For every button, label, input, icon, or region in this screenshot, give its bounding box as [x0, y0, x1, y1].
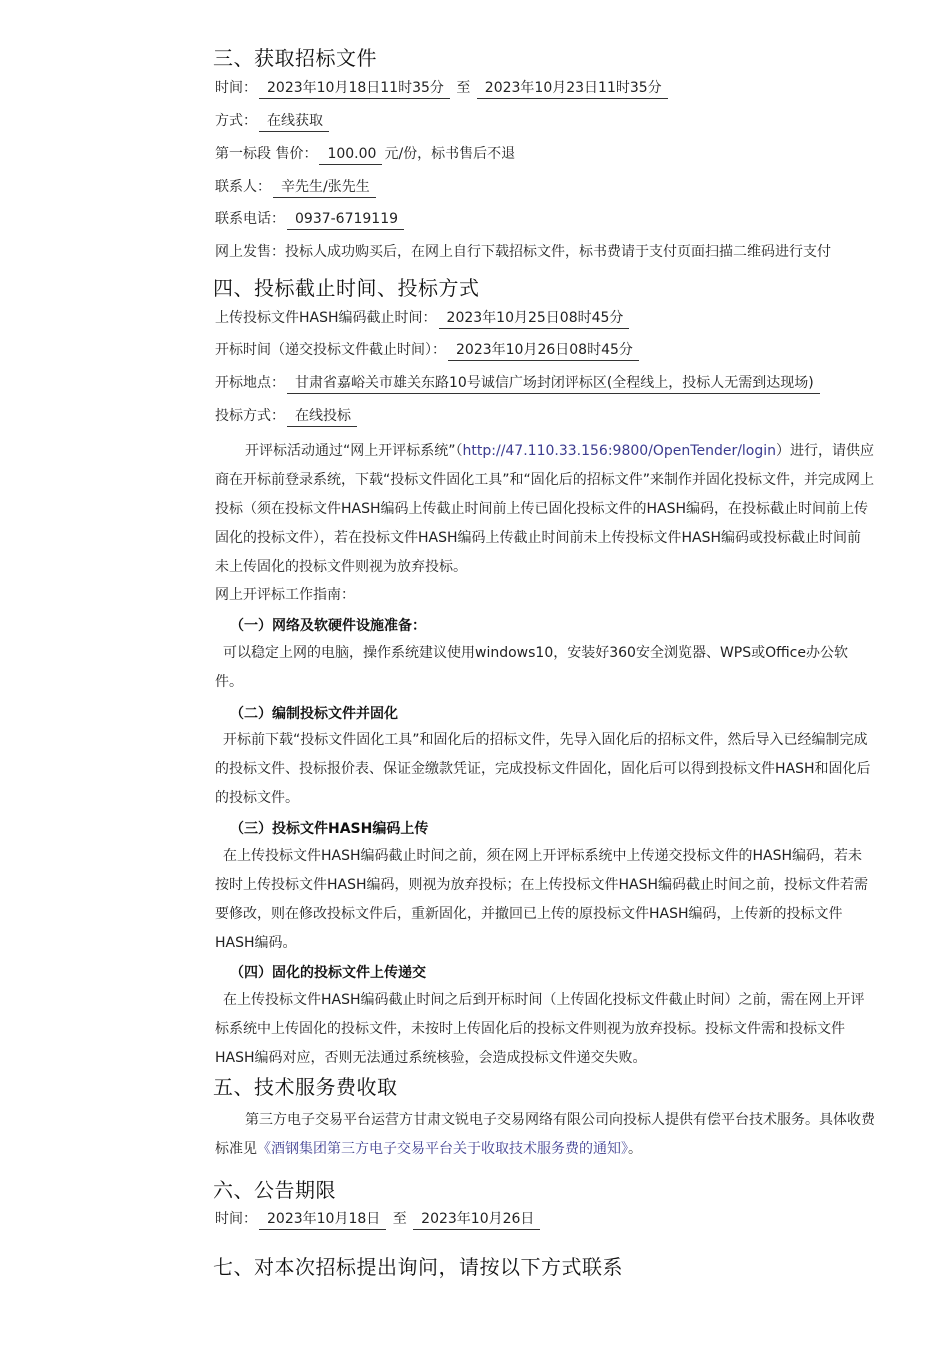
hash-deadline-value: 2023年10月25日08时45分	[439, 308, 630, 329]
guide-label: 网上开评标工作指南：	[215, 587, 355, 603]
contact-label: 联系人：	[215, 179, 271, 195]
price-label: 第一标段 售价：	[215, 146, 318, 162]
acquire-method-label: 方式：	[215, 113, 257, 129]
phone-label: 联系电话：	[215, 211, 285, 227]
bid-way-value: 在线投标	[287, 406, 357, 427]
price-row	[215, 144, 515, 165]
acquire-time-to: 至	[456, 80, 471, 96]
phone-row	[215, 209, 406, 230]
open-time-value: 2023年10月26日08时45分	[448, 340, 639, 361]
open-time-label: 开标时间（递交投标文件截止时间）：	[215, 342, 446, 358]
section-title-7: 七、对本次招标提出询问，请按以下方式联系	[213, 1255, 623, 1279]
acquire-method-value: 在线获取	[259, 111, 329, 132]
notice-period-start: 2023年10月18日	[259, 1209, 386, 1230]
notice-period-row	[215, 1209, 542, 1230]
guide-step-2-title: （二）编制投标文件并固化	[230, 706, 398, 722]
guide-step-4-title: （四）固化的投标文件上传递交	[230, 965, 426, 981]
guide-step-2-body: 开标前下载“投标文件固化工具”和固化后的招标文件，先导入固化后的招标文件，然后导入已经编制完成的投标文件、投标报价表、保证金缴款凭证，完成投标文件固化，固化后可以得到投标文件HASH和固化后的投标文件。	[215, 732, 871, 806]
acquire-time-end: 2023年10月23日11时35分	[477, 78, 668, 99]
acquire-time-start: 2023年10月18日11时35分	[259, 78, 450, 99]
section-title-5: 五、技术服务费收取	[213, 1075, 398, 1099]
hash-deadline-label: 上传投标文件HASH编码截止时间：	[215, 310, 437, 326]
guide-step-3-body: 在上传投标文件HASH编码截止时间之前，须在网上开评标系统中上传递交投标文件的HASH编码，若未按时上传投标文件HASH编码，则视为放弃投标；在上传投标文件HASH编码截止时间之前，投标文件若需要修改，则在修改投标文件后，重新固化，并撤回已上传的原投标文件HASH编码，上传新的投标文件HASH编码。	[215, 848, 869, 951]
system-link[interactable]: http://47.110.33.156:9800/OpenTender/login	[462, 443, 777, 459]
guide-step-1-title: （一）网络及软硬件设施准备：	[230, 618, 426, 634]
contact-row	[215, 177, 378, 198]
service-fee-notice-link[interactable]: 《酒钢集团第三方电子交易平台关于收取技术服务费的通知》	[257, 1141, 628, 1157]
section-title-4: 四、投标截止时间、投标方式	[213, 276, 480, 300]
service-fee-text-b: 。	[628, 1141, 642, 1157]
price-value: 100.00	[319, 144, 382, 165]
online-sale-text: 网上发售：投标人成功购买后，在网上自行下载招标文件，标书费请于支付页面扫描二维码进行支付	[215, 244, 831, 260]
open-bid-intro-b: ）进行，请供应商在开标前登录系统，下载“投标文件固化工具”和“固化后的招标文件”来制作并固化投标文件，并完成网上投标（须在投标文件HASH编码上传截止时间前上传已固化投标文件的HASH编码，在投标截止时间前上传固化的投标文件），若在投标文件HASH编码上传截止时间前未上传投标文件HASH编码或投标截止时间前未上传固化的投标文件则视为放弃投标。	[215, 443, 875, 575]
bid-way-label: 投标方式：	[215, 408, 285, 424]
notice-period-end: 2023年10月26日	[413, 1209, 540, 1230]
open-place-label: 开标地点：	[215, 375, 285, 391]
open-time-row	[215, 340, 641, 361]
guide-step-1-body: 可以稳定上网的电脑，操作系统建议使用windows10，安装好360安全浏览器、WPS或Office办公软件。	[215, 645, 848, 690]
open-bid-intro	[215, 437, 875, 582]
open-bid-intro-a: 开评标活动通过“网上开评标系统”（	[245, 443, 463, 459]
phone-value: 0937-6719119	[287, 209, 404, 230]
contact-value: 辛先生/张先生	[273, 177, 376, 198]
section-title-6: 六、公告期限	[213, 1178, 336, 1202]
service-fee-text	[215, 1106, 875, 1164]
bid-way-row	[215, 406, 359, 427]
acquire-time-label: 时间：	[215, 80, 257, 96]
notice-period-to: 至	[392, 1211, 407, 1227]
service-fee-text-a: 第三方电子交易平台运营方甘肃文锐电子交易网络有限公司向投标人提供有偿平台技术服务。具体收费标准见	[215, 1112, 875, 1157]
acquire-method-row	[215, 111, 331, 132]
open-place-value: 甘肃省嘉峪关市雄关东路10号诚信广场封闭评标区(全程线上，投标人无需到达现场)	[287, 373, 820, 394]
guide-step-4-body: 在上传投标文件HASH编码截止时间之后到开标时间（上传固化投标文件截止时间）之前，需在网上开评标系统中上传固化的投标文件，未按时上传固化后的投标文件则视为放弃投标。投标文件需和投标文件HASH编码对应，否则无法通过系统核验，会造成投标文件递交失败。	[215, 992, 865, 1066]
hash-deadline-row	[215, 308, 631, 329]
open-place-row	[215, 373, 822, 394]
price-unit: 元/份，标书售后不退	[384, 146, 516, 162]
acquire-time-row	[215, 78, 670, 99]
section-title-3: 三、获取招标文件	[213, 46, 377, 70]
guide-step-3-title: （三）投标文件HASH编码上传	[230, 821, 429, 837]
notice-period-label: 时间：	[215, 1211, 257, 1227]
